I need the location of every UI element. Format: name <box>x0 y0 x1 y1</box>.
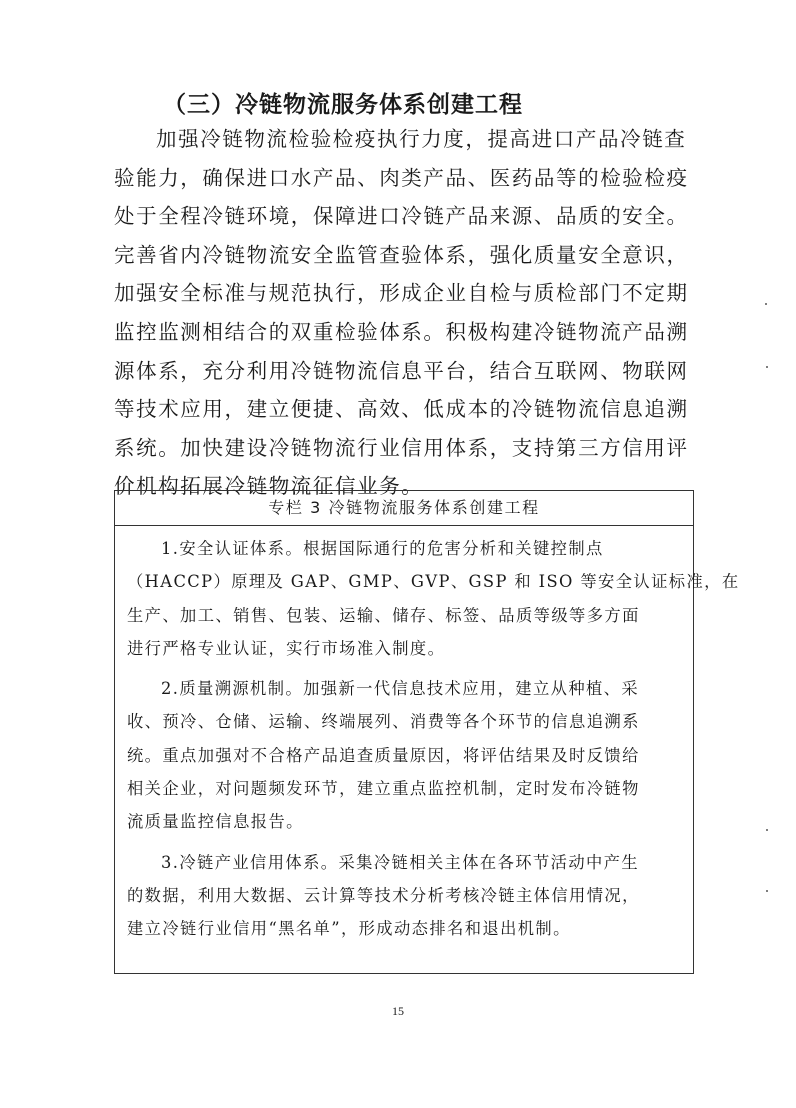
body-line: 验能力，确保进口水产品、肉类产品、医药品等的检验检疫 <box>114 165 689 190</box>
column-paragraph <box>127 672 693 838</box>
column-body <box>115 526 740 946</box>
column-line: 相关企业，对问题频发环节，建立重点监控机制，定时发布冷链物 <box>127 779 640 799</box>
column-line: 统。重点加强对不合格产品追查质量原因，将评估结果及时反馈给 <box>127 745 640 765</box>
scan-speck <box>765 303 767 305</box>
column-line: 建立冷链行业信用“黑名单”，形成动态排名和退出机制。 <box>127 919 571 939</box>
column-title: 专栏 3 冷链物流服务体系创建工程 <box>115 491 693 526</box>
column-line: 收、预冷、仓储、运输、终端展列、消费等各个环节的信息追溯系 <box>127 712 640 732</box>
scan-speck <box>766 890 768 892</box>
column-line: 进行严格专业认证，实行市场准入制度。 <box>127 638 446 658</box>
column-line: 1.安全认证体系。根据国际通行的危害分析和关键控制点 <box>161 539 604 558</box>
column-paragraph <box>127 846 693 946</box>
scan-speck <box>766 366 768 368</box>
column-line: 2.质量溯源机制。加强新一代信息技术应用，建立从种植、采 <box>161 679 640 699</box>
column-line: （HACCP）原理及 GAP、GMP、GVP、GSP 和 ISO 等安全认证标准，在 <box>127 572 740 592</box>
column-line: 的数据，利用大数据、云计算等技术分析考核冷链主体信用情况， <box>127 885 640 905</box>
body-line: 等技术应用，建立便捷、高效、低成本的冷链物流信息追溯 <box>114 397 689 422</box>
body-line: 源体系，充分利用冷链物流信息平台，结合互联网、物联网 <box>114 358 689 383</box>
body-line: 系统。加快建设冷链物流行业信用体系，支持第三方信用评 <box>114 435 689 460</box>
body-line: 加强安全标准与规范执行，形成企业自检与质检部门不定期 <box>114 281 689 306</box>
body-line: 监控监测相结合的双重检验体系。积极构建冷链物流产品溯 <box>114 319 689 344</box>
body-line: 价机构拓展冷链物流征信业务。 <box>114 474 424 499</box>
column-paragraph <box>127 532 740 665</box>
column-box <box>114 490 740 974</box>
body-line: 完善省内冷链物流安全监管查验体系，强化质量安全意识， <box>114 242 689 267</box>
section-heading: （三）冷链物流服务体系创建工程 <box>163 92 523 118</box>
page-number: 15 <box>392 1004 404 1018</box>
column-line: 流质量监控信息报告。 <box>127 812 304 832</box>
column-line: 3.冷链产业信用体系。采集冷链相关主体在各环节活动中产生 <box>161 852 640 872</box>
scan-speck <box>766 829 768 831</box>
body-line: 加强冷链物流检验检疫执行力度，提高进口产品冷链查 <box>156 127 687 151</box>
body-text <box>114 120 694 506</box>
column-line: 生产、加工、销售、包装、运输、储存、标签、品质等级等多方面 <box>127 605 640 625</box>
body-line: 处于全程冷链环境，保障进口冷链产品来源、品质的安全。 <box>114 204 689 229</box>
